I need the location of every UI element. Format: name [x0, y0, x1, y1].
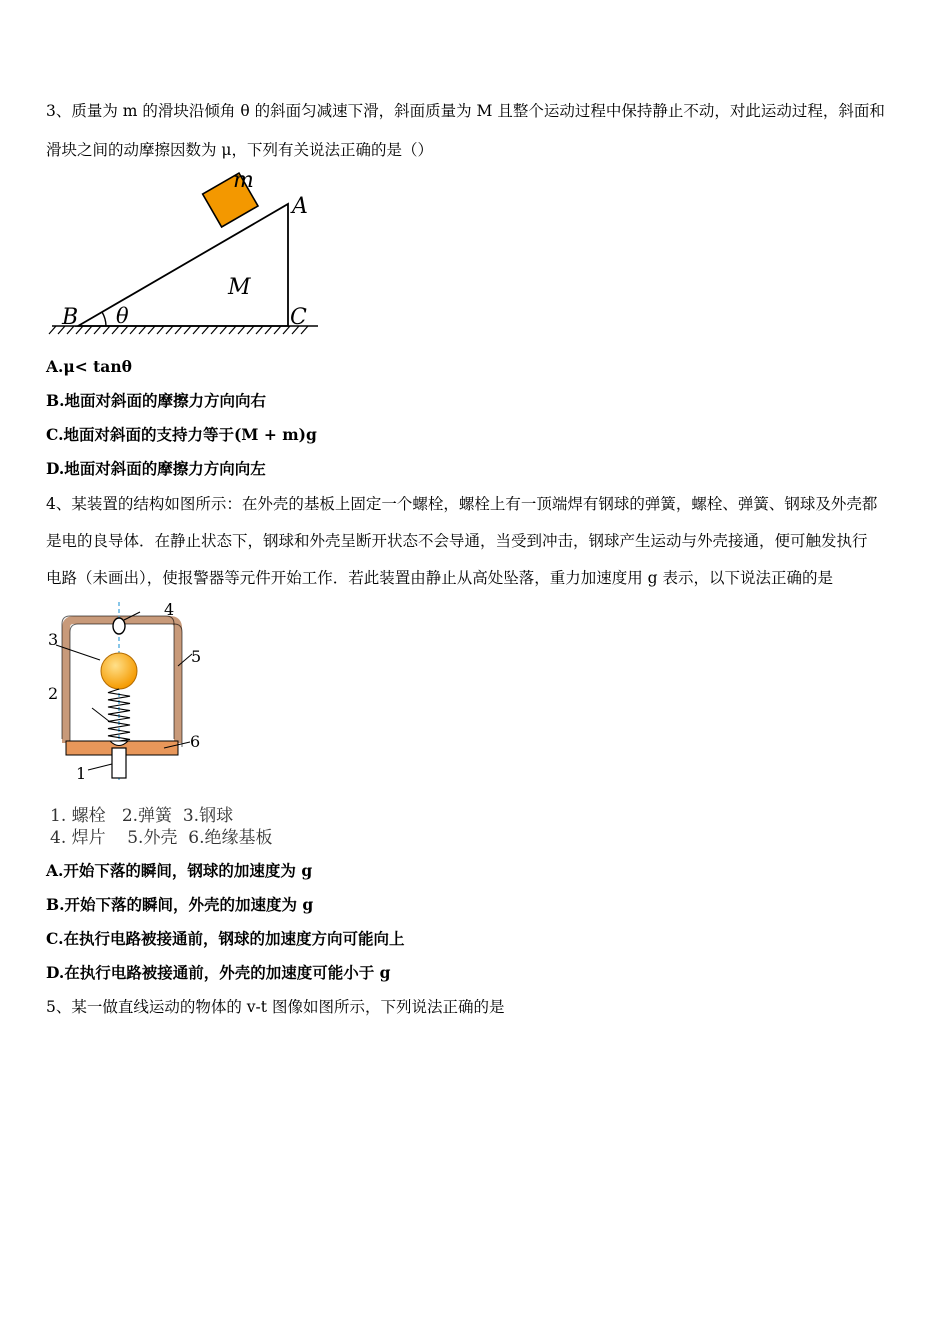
label-5: 5: [191, 647, 202, 666]
q3-stem-line2: 滑块之间的动摩擦因数为 μ，下列有关说法正确的是（）: [46, 141, 434, 159]
alarm-device-figure: [44, 598, 244, 788]
q3-option-b: B.地面对斜面的摩擦力方向向右: [46, 391, 266, 410]
ground-hatch: [49, 326, 308, 334]
label-B: B: [62, 305, 79, 330]
q4-option-a: A.开始下落的瞬间，钢球的加速度为 g: [46, 861, 313, 880]
bolt: [112, 748, 126, 778]
angle-arc: [102, 312, 106, 326]
label-3: 3: [48, 630, 59, 649]
q3-option-c: C.地面对斜面的支持力等于(M + m)g: [46, 425, 317, 444]
incline-figure: [44, 168, 334, 340]
q4-stem-line1: 4、某装置的结构如图所示：在外壳的基板上固定一个螺栓，螺栓上有一顶端焊有钢球的弹簧，螺栓、弹簧、钢球及外壳都: [46, 495, 878, 513]
label-C: C: [290, 305, 307, 330]
figure-caption-line1: 1. 螺栓 2.弹簧 3.钢球: [50, 806, 234, 826]
q3-stem-line1: 3、质量为 m 的滑块沿倾角 θ 的斜面匀减速下滑，斜面质量为 M 且整个运动过程中保持静止不动，对此运动过程，斜面和: [46, 102, 885, 120]
figure-caption-line2: 4. 焊片 5.外壳 6.绝缘基板: [50, 828, 273, 848]
label-1: 1: [76, 764, 87, 783]
label-4: 4: [164, 600, 175, 619]
q4-option-b: B.开始下落的瞬间，外壳的加速度为 g: [46, 895, 314, 914]
label-6: 6: [190, 732, 201, 751]
label-theta: θ: [116, 304, 129, 328]
label-2: 2: [48, 684, 59, 703]
steel-ball: [101, 653, 137, 689]
q4-option-d: D.在执行电路被接通前，外壳的加速度可能小于 g: [46, 963, 391, 982]
incline-triangle: [78, 204, 288, 326]
label-A: A: [292, 194, 308, 219]
q4-option-c: C.在执行电路被接通前，钢球的加速度方向可能向上: [46, 929, 405, 948]
solder-tab: [113, 618, 125, 634]
label-M: M: [228, 275, 251, 300]
q5-stem-line1: 5、某一做直线运动的物体的 v-t 图像如图所示，下列说法正确的是: [46, 998, 505, 1016]
q4-stem-line3: 电路（未画出），使报警器等元件开始工作．若此装置由静止从高处坠落，重力加速度用 g 表示，以下说法正确的是: [46, 569, 834, 587]
q4-stem-line2: 是电的良导体．在静止状态下，钢球和外壳呈断开状态不会导通，当受到冲击，钢球产生运动与外壳接通，便可触发执行: [46, 532, 868, 550]
q3-option-a: A.μ< tanθ: [46, 357, 132, 376]
q3-option-d: D.地面对斜面的摩擦力方向向左: [46, 459, 266, 478]
label-m: m: [233, 168, 254, 193]
